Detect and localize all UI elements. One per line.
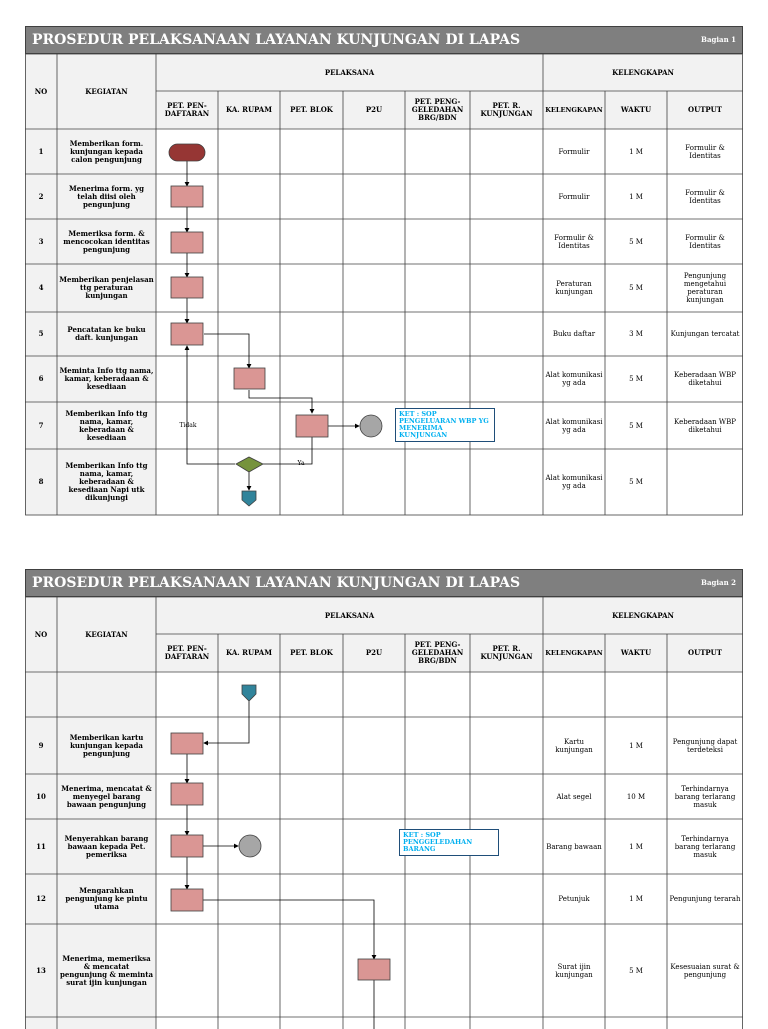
row-output: Keberadaan WBP diketahui	[674, 417, 736, 434]
start-terminator	[169, 144, 205, 161]
header-lane-r-kunjungan: PET. R. KUNJUNGAN	[480, 101, 533, 118]
header-kegiatan: KEGIATAN	[85, 86, 128, 96]
row-kelengkapan: Formulir	[558, 147, 590, 156]
row-kelengkapan: Surat ijin kunjungan	[555, 962, 593, 979]
row-output: Kunjungan tercatat	[670, 330, 740, 338]
row-output: Formulir & Identitas	[685, 143, 725, 160]
process-box-4	[171, 277, 203, 298]
row-kegiatan: Memberikan form. kunjungan kepada calon pengunjung	[69, 138, 144, 164]
process-box-2	[171, 186, 203, 207]
header-kelengkapan-group: KELENGKAPAN	[612, 67, 674, 77]
header-kelengkapan-group: KELENGKAPAN	[612, 610, 674, 620]
row-kegiatan: Menerima, memeriksa & mencatat pengunjung & meminta surat ijin kunjungan	[59, 953, 154, 987]
header-lane-p2u: P2U	[365, 648, 383, 657]
row-waktu: 1 M	[629, 842, 643, 851]
process-box-5	[171, 323, 203, 345]
row-kegiatan: Mengarahkan pengunjung ke pintu utama	[65, 886, 148, 911]
row-waktu: 1 M	[629, 895, 643, 903]
row-kelengkapan: Barang bawaan	[546, 842, 602, 851]
header-output: OUTPUT	[688, 105, 722, 114]
row-no: 1	[38, 146, 44, 156]
header-no: NO	[34, 629, 48, 639]
header-lane-pendaftaran: PET. PEN-DAFTARAN	[164, 644, 210, 661]
row-waktu: 3 M	[629, 330, 643, 338]
row-kelengkapan: Alat segel	[556, 792, 592, 801]
row-kegiatan: Menerima form. yg telah diisi oleh pengunjung	[68, 183, 145, 209]
row-kegiatan: Memberikan Info ttg nama, kamar, keberadaan & kesediaan Napi utk dikunjungi	[65, 461, 148, 502]
row-kegiatan: Menerima, mencatat & menyegel barang bawaan pengunjung	[61, 783, 152, 809]
offpage-connector	[242, 685, 256, 701]
header-lane-pet-blok: PET. BLOK	[290, 648, 333, 657]
row-no: 12	[36, 894, 46, 903]
label-ya: Ya	[297, 460, 305, 467]
row-waktu: 5 M	[629, 478, 643, 486]
header-lane-penggeledahan: PET. PENG-GELEDAHAN BRG/BDN	[411, 640, 464, 665]
part-label: Bagian 2	[701, 578, 736, 587]
header-kelengkapan: KELENGKAPAN	[545, 106, 603, 114]
table-title: PROSEDUR PELAKSANAAN LAYANAN KUNJUNGAN DI LAPAS	[32, 575, 521, 591]
row-output: Pengunjung mengetahui peraturan kunjungan	[683, 272, 727, 304]
process-box-3	[171, 232, 203, 253]
row-waktu: 5 M	[629, 375, 643, 383]
connector-circle	[360, 415, 382, 437]
row-waktu: 5 M	[629, 237, 643, 246]
process-box-6	[234, 368, 265, 389]
decision-diamond	[236, 457, 263, 472]
row-kelengkapan: Alat komunikasi yg ada	[545, 371, 603, 387]
header-pelaksana: PELAKSANA	[324, 610, 375, 620]
row-kelengkapan: Petunjuk	[558, 895, 590, 903]
process-box-12	[171, 889, 203, 911]
row-kelengkapan: Formulir	[558, 192, 590, 201]
offpage-connector	[242, 491, 256, 506]
row-waktu: 5 M	[629, 421, 643, 430]
header-lane-r-kunjungan: PET. R. KUNJUNGAN	[480, 644, 533, 661]
row-no: 9	[38, 740, 44, 750]
row-kegiatan: Menyerahkan barang bawaan kepada Pet. pemeriksa	[64, 833, 149, 859]
process-box-10	[171, 783, 203, 805]
row-waktu: 5 M	[629, 284, 643, 292]
row-waktu: 1 M	[629, 147, 643, 156]
part-label: Bagian 1	[701, 35, 736, 44]
row-kegiatan: Memberikan kartu kunjungan kepada pengunjung	[69, 732, 144, 758]
row-no: 11	[36, 841, 46, 851]
header-kelengkapan: KELENGKAPAN	[545, 649, 603, 657]
process-box-7	[296, 415, 328, 437]
process-box-11	[171, 835, 203, 857]
row-output: Keberadaan WBP diketahui	[674, 371, 736, 387]
process-box-9	[171, 733, 203, 754]
row-kegiatan: Memberikan Info ttg nama, kamar, keberadaan & kesediaan	[65, 408, 148, 442]
row-output: Kesesuaian surat & pengunjung	[670, 962, 740, 979]
header-waktu: WAKTU	[620, 105, 652, 114]
row-no: 7	[38, 420, 44, 430]
row-output: Formulir & Identitas	[685, 233, 725, 250]
row-no: 6	[38, 374, 44, 383]
row-no: 5	[38, 329, 44, 338]
row-no: 8	[38, 477, 44, 486]
label-tidak: Tidak	[179, 422, 197, 429]
row-waktu: 10 M	[626, 792, 646, 801]
procedure-table-part-2	[25, 569, 743, 1029]
row-waktu: 1 M	[629, 741, 643, 750]
row-kelengkapan: Peraturan kunjungan	[555, 280, 593, 296]
row-kelengkapan: Formulir & Identitas	[554, 233, 594, 250]
row-waktu: 1 M	[629, 192, 643, 201]
connector-circle	[239, 835, 261, 857]
header-lane-penggeledahan: PET. PENG-GELEDAHAN BRG/BDN	[411, 97, 464, 122]
ket-note: KET : SOP PENGGELEDAHAN BARANG	[399, 829, 499, 856]
row-waktu: 5 M	[629, 966, 643, 975]
table-title: PROSEDUR PELAKSANAAN LAYANAN KUNJUNGAN DI LAPAS	[32, 32, 521, 48]
row-kelengkapan: Kartu kunjungan	[555, 737, 593, 754]
row-kegiatan: Memeriksa form. & mencocokan identitas pengunjung	[63, 228, 150, 254]
header-kegiatan: KEGIATAN	[85, 629, 128, 639]
row-kelengkapan: Alat komunikasi yg ada	[545, 474, 603, 490]
header-lane-ka-rupam: KA. RUPAM	[226, 648, 272, 657]
row-no: 2	[38, 191, 44, 201]
row-kegiatan: Pencatatan ke buku daft. kunjungan	[67, 325, 146, 342]
row-kelengkapan: Alat komunikasi yg ada	[545, 417, 603, 434]
row-kelengkapan: Buku daftar	[552, 330, 596, 338]
row-output: Pengunjung dapat terdeteksi	[672, 737, 738, 754]
row-no: 4	[38, 283, 44, 292]
header-lane-p2u: P2U	[365, 105, 383, 114]
row-output: Terhindarnya barang terlarang masuk	[674, 784, 736, 809]
row-output: Pengunjung terarah	[669, 895, 741, 903]
procedure-table-part-1	[25, 26, 743, 516]
row-kegiatan: Memberikan penjelasan ttg peraturan kunjungan	[59, 275, 154, 300]
row-no: 3	[38, 236, 44, 246]
header-pelaksana: PELAKSANA	[324, 67, 375, 77]
row-output	[667, 449, 743, 515]
header-waktu: WAKTU	[620, 648, 652, 657]
ket-note: KET : SOP PENGELUARAN WBP YG MENERIMA KUNJUNGAN	[395, 408, 495, 442]
row-no: 13	[36, 965, 46, 975]
header-lane-ka-rupam: KA. RUPAM	[226, 105, 272, 114]
header-lane-pet-blok: PET. BLOK	[290, 105, 333, 114]
row-kegiatan: Meminta Info ttg nama, kamar, keberadaan & kesediaan	[59, 366, 154, 391]
header-no: NO	[34, 86, 48, 96]
row-no: 10	[36, 791, 46, 801]
row-output: Formulir & Identitas	[685, 188, 725, 205]
header-output: OUTPUT	[688, 648, 722, 657]
header-lane-pendaftaran: PET. PEN-DAFTARAN	[164, 101, 210, 118]
row-output: Terhindarnya barang terlarang masuk	[674, 834, 736, 859]
process-box-13	[358, 959, 390, 980]
